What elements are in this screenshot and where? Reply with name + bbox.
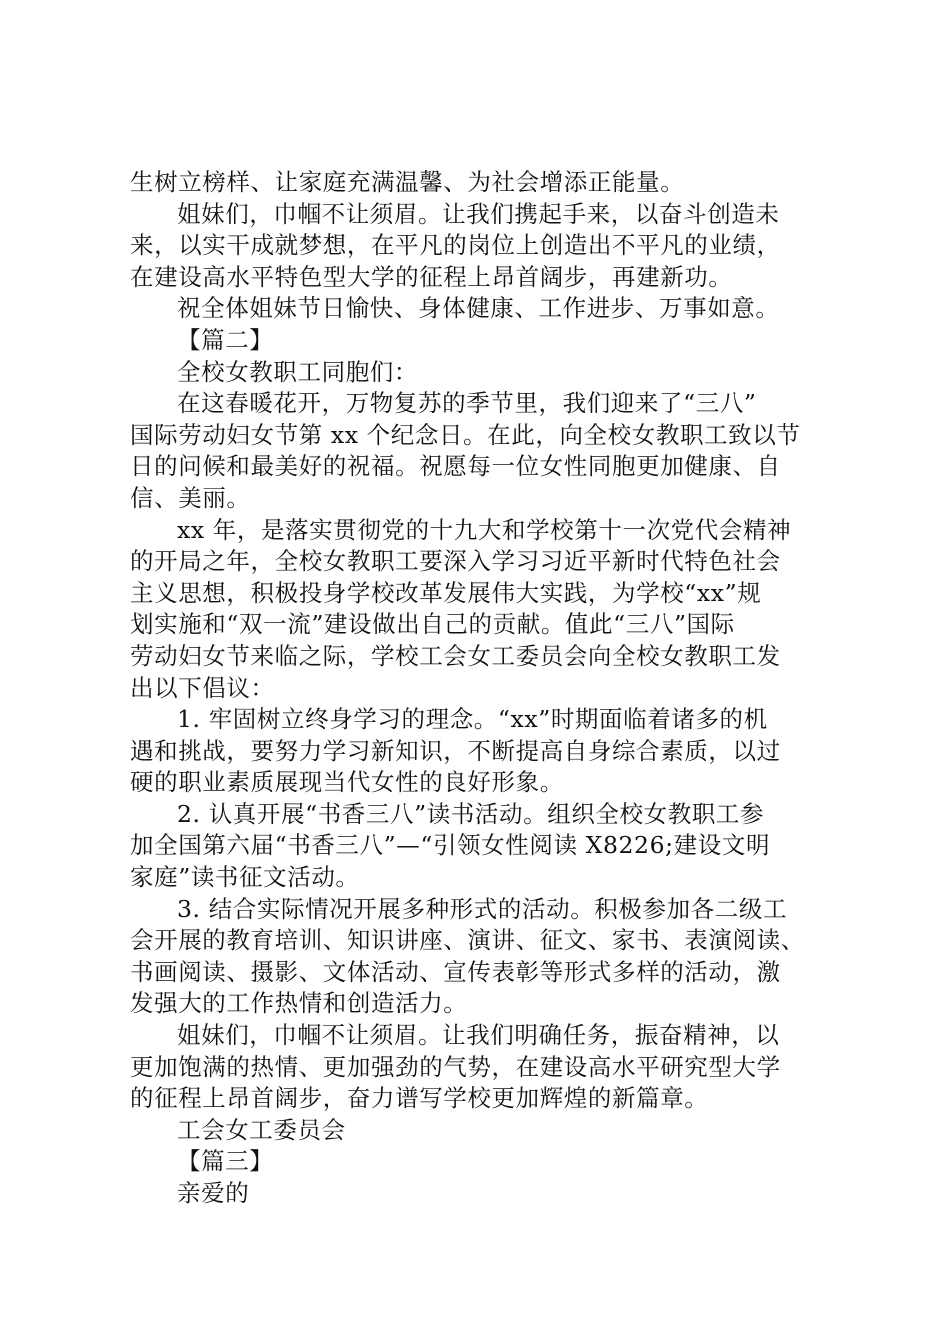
text-line: 祝全体姐妹节日愉快、身体健康、工作进步、万事如意。 [177, 294, 780, 323]
text-line: 主义思想，积极投身学校改革发展伟大实践，为学校“xx”规 [130, 578, 762, 607]
text-line: 来，以实干成就梦想，在平凡的岗位上创造出不平凡的业绩， [130, 231, 781, 260]
paragraph-p12 [130, 1115, 830, 1147]
text-line: 在建设高水平特色型大学的征程上昂首阔步，再建新功。 [130, 262, 733, 291]
paragraph-p10 [130, 894, 830, 1020]
text-line: 【篇二】 [177, 325, 274, 354]
text-line: 2. 认真开展“书香三八”读书活动。组织全校女教职工参 [177, 799, 765, 828]
paragraph-p5 [130, 357, 830, 389]
paragraph-p8 [130, 704, 830, 799]
text-line: 加全国第六届“书香三八”—“引领女性阅读 X8226;建设文明 [130, 831, 771, 860]
paragraph-p3 [130, 293, 830, 325]
text-line: 【篇三】 [177, 1147, 274, 1176]
text-line: 出以下倡议： [130, 673, 275, 702]
paragraph-p11 [130, 1020, 830, 1115]
text-line: 亲爱的 [177, 1179, 250, 1207]
text-line: 更加饱满的热情、更加强劲的气势，在建设高水平研究型大学 [130, 1052, 781, 1081]
text-line: 会开展的教育培训、知识讲座、演讲、征文、家书、表演阅读、 [130, 926, 805, 955]
text-line: 全校女教职工同胞们： [177, 357, 418, 386]
text-line: 家庭”读书征文活动。 [130, 863, 360, 892]
text-line: 1. 牢固树立终身学习的理念。“xx”时期面临着诸多的机 [177, 705, 768, 734]
paragraph-p2 [130, 199, 830, 294]
text-line: 姐妹们，巾帼不让须眉。让我们携起手来，以奋斗创造未 [177, 199, 780, 228]
text-line: 书画阅读、摄影、文体活动、宣传表彰等形式多样的活动，激 [130, 957, 781, 986]
text-line: 发强大的工作热情和创造活力。 [130, 989, 468, 1018]
paragraph-p13 [130, 1146, 830, 1178]
paragraph-p4 [130, 325, 830, 357]
paragraph-p9 [130, 799, 830, 894]
text-line: 的征程上昂首阔步，奋力谱写学校更加辉煌的新篇章。 [130, 1084, 709, 1113]
document-body [130, 167, 830, 1210]
paragraph-p7 [130, 515, 830, 705]
paragraph-p1 [130, 167, 830, 199]
text-line: 划实施和“双一流”建设做出自己的贡献。值此“三八”国际 [130, 610, 735, 639]
text-line: 遇和挑战，要努力学习新知识，不断提高自身综合素质，以过 [130, 736, 781, 765]
text-line: 信、美丽。 [130, 483, 251, 512]
text-line: 日的问候和最美好的祝福。祝愿每一位女性同胞更加健康、自 [130, 452, 781, 481]
text-line: xx 年，是落实贯彻党的十九大和学校第十一次党代会精神 [177, 515, 792, 544]
text-line: 劳动妇女节来临之际，学校工会女工委员会向全校女教职工发 [130, 641, 781, 670]
text-line: 硬的职业素质展现当代女性的良好形象。 [130, 768, 564, 797]
text-line: 在这春暖花开，万物复苏的季节里，我们迎来了“三八” [177, 389, 757, 418]
text-line: 国际劳动妇女节第 xx 个纪念日。在此，向全校女教职工致以节 [130, 420, 801, 449]
text-line: 生树立榜样、让家庭充满温馨、为社会增添正能量。 [130, 168, 685, 196]
paragraph-p14 [130, 1178, 830, 1210]
text-line: 3. 结合实际情况开展多种形式的活动。积极参加各二级工 [177, 894, 788, 923]
text-line: 的开局之年，全校女教职工要深入学习习近平新时代特色社会 [130, 547, 781, 576]
text-line: 工会女工委员会 [177, 1115, 346, 1144]
paragraph-p6 [130, 388, 830, 514]
text-line: 姐妹们，巾帼不让须眉。让我们明确任务，振奋精神，以 [177, 1021, 780, 1050]
